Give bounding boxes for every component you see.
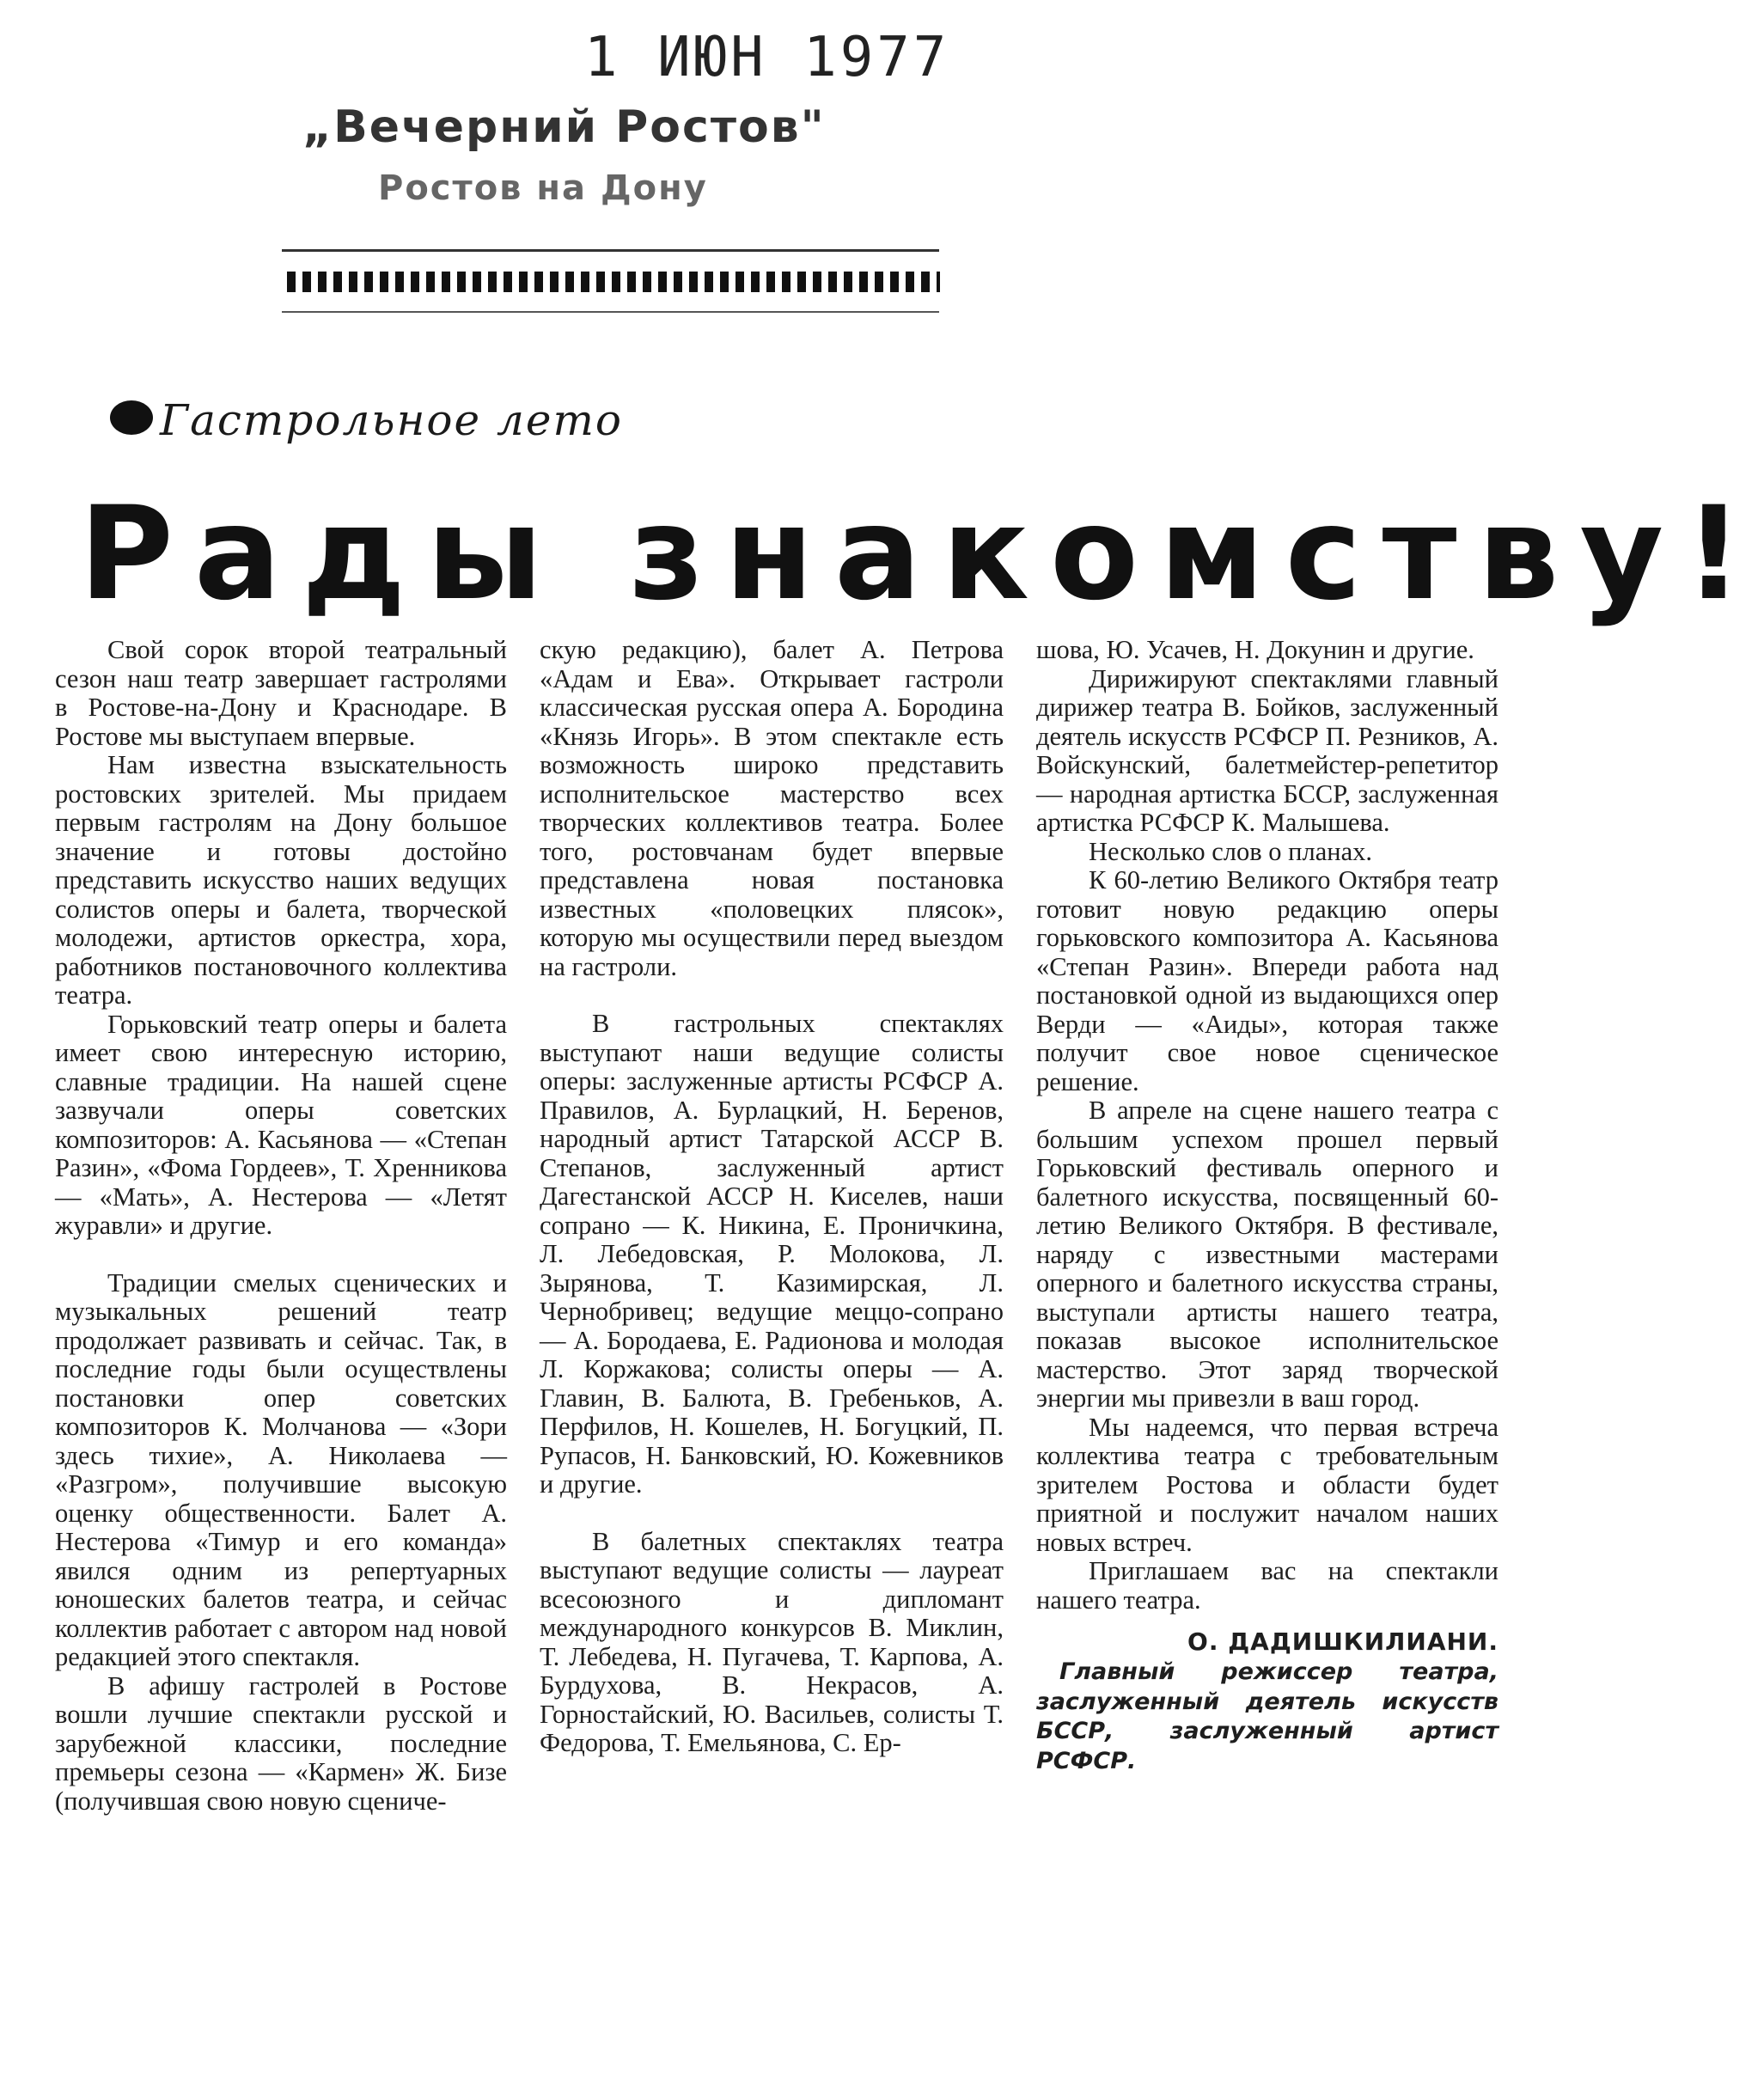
paragraph: Традиции смелых сценических и музыкальных решений театр продолжает развивать и сейчас. Так, в последние годы были осуществлены постановки опер советских композиторов К. Молчанова — «Зори здесь тихие», А. Николаева — «Разгром», получившие высокую оценку общественности. Балет А. Нестерова «Тимур и его команда» явился одним из репертуарных юношеских балетов театра, и сейчас коллектив работает с автором над новой редакцией этого спектакля.	[55, 1267, 507, 1671]
paragraph: Свой сорок второй театральный сезон наш театр завершает гастролями в Ростове-на-Дону и Краснодаре. В Ростове мы выступаем впервые.	[55, 635, 507, 751]
author-title: Главный режиссер театра, заслуженный деятель искусств БССР, заслуженный артист РСФСР.	[1036, 1658, 1498, 1774]
paragraph: Горьковский театр оперы и балета имеет свою интересную историю, славные традиции. На нашей сцене зазвучали оперы советских композиторов: А. Касьянова — «Степан Разин», «Фома Гордеев», Т. Хренникова — «Мать», А. Нестерова — «Летят журавли» и другие.	[55, 1009, 507, 1240]
paragraph: шова, Ю. Усачев, Н. Докунин и другие.	[1036, 635, 1474, 664]
stamp-dashed-line	[287, 272, 940, 292]
newspaper-city: Ростов на Дону	[378, 168, 708, 208]
stamp-divider-bottom	[282, 311, 939, 313]
paragraph: Мы надеемся, что первая встреча коллектива театра с требовательным зрителем Ростова и области будет приятной и послужит началом наших новых встреч.	[1036, 1412, 1498, 1557]
clipping-date: 1 ИЮН 1977	[584, 26, 950, 89]
newspaper-name: „Вечерний Ростов"	[302, 101, 826, 153]
headline: Рады знакомству!	[79, 479, 1764, 629]
article-column-1	[55, 636, 507, 1816]
paragraph: Приглашаем вас на спектакли нашего театра.	[1036, 1556, 1498, 1615]
paragraph: В афишу гастролей в Ростове вошли лучшие спектакли русской и зарубежной классики, последние премьеры сезона — «Кармен» Ж. Бизе (получившая свою новую сцениче-	[55, 1670, 507, 1816]
stamp-divider	[282, 249, 939, 252]
paragraph: К 60-летию Великого Октября театр готовит новую редакцию оперы горьковского композитора А. Касьянова «Степан Разин». Впереди работа над постановкой одной из выдающихся опер Верди — «Аиды», которая также получит свое новое сценическое решение.	[1036, 865, 1498, 1096]
paragraph: Дирижируют спектаклями главный дирижер театра В. Бойков, заслуженный деятель искусств РСФСР П. Резников, А. Войскунский, балетмейстер-репетитор — народная артистка БССР, заслуженная артистка РСФСР К. Малышева.	[1036, 663, 1498, 837]
paragraph: скую редакцию), балет А. Петрова «Адам и Ева». Открывает гастроли классическая русская опера А. Бородина «Князь Игорь». В этом спектакле есть возможность широко представить исполнительское мастерство всех творческих коллективов театра. Более того, ростовчанам будет впервые представлена новая постановка известных «половецких плясок», которую мы осуществили перед выездом на гастроли.	[540, 635, 1004, 981]
rubric: Гастрольное лето	[160, 395, 623, 445]
article-column-2	[540, 636, 1004, 1758]
paragraph: В апреле на сцене нашего театра с большим успехом прошел первый Горьковский фестиваль оперного и балетного искусства, посвященный 60-летию Великого Октября. В фестивале, наряду с известными мастерами оперного и балетного искусства страны, выступали артисты нашего театра, показав высокое исполнительское мастерство. Этот заряд творческой энергии мы привезли в ваш город.	[1036, 1096, 1498, 1413]
bullet-icon	[110, 400, 153, 435]
paragraph: Несколько слов о планах.	[1089, 836, 1372, 866]
author-name: О. ДАДИШКИЛИАНИ.	[1187, 1627, 1498, 1656]
paragraph: В балетных спектаклях театра выступают ведущие солисты — лауреат всесоюзного и дипломант международного конкурсов В. Миклин, Т. Лебедева, Н. Пугачева, Т. Карпова, А. Бурдухова, В. Некрасов, А. Горностайский, Ю. Васильев, солисты Т. Федорова, Т. Емельянова, С. Ер-	[540, 1526, 1004, 1757]
article-column-3	[1036, 636, 1498, 1776]
paragraph: В гастрольных спектаклях выступают наши ведущие солисты оперы: заслуженные артисты РСФСР А. Правилов, А. Бурлацкий, Н. Беренов, народный артист Татарской АССР В. Степанов, заслуженный артист Дагестанской АССР Н. Киселев, наши сопрано — К. Никина, Е. Проничкина, Л. Лебедовская, Р. Молокова, Л. Зырянова, Т. Казимирская, Л. Чернобривец; ведущие меццо-сопрано — А. Бородаева, Е. Радионова и молодая Л. Коржакова; солисты оперы — А. Главин, В. Балюта, В. Гребеньков, А. Перфилов, Н. Кошелев, Н. Богуцкий, П. Рупасов, Н. Банковский, Ю. Кожевников и другие.	[540, 1009, 1004, 1499]
paragraph: Нам известна взыскательность ростовских зрителей. Мы придаем первым гастролям на Дону большое значение и готовы достойно представить искусство наших ведущих солистов оперы и балета, творческой молодежи, артистов оркестра, хора, работников постановочного коллектива театра.	[55, 750, 507, 1010]
